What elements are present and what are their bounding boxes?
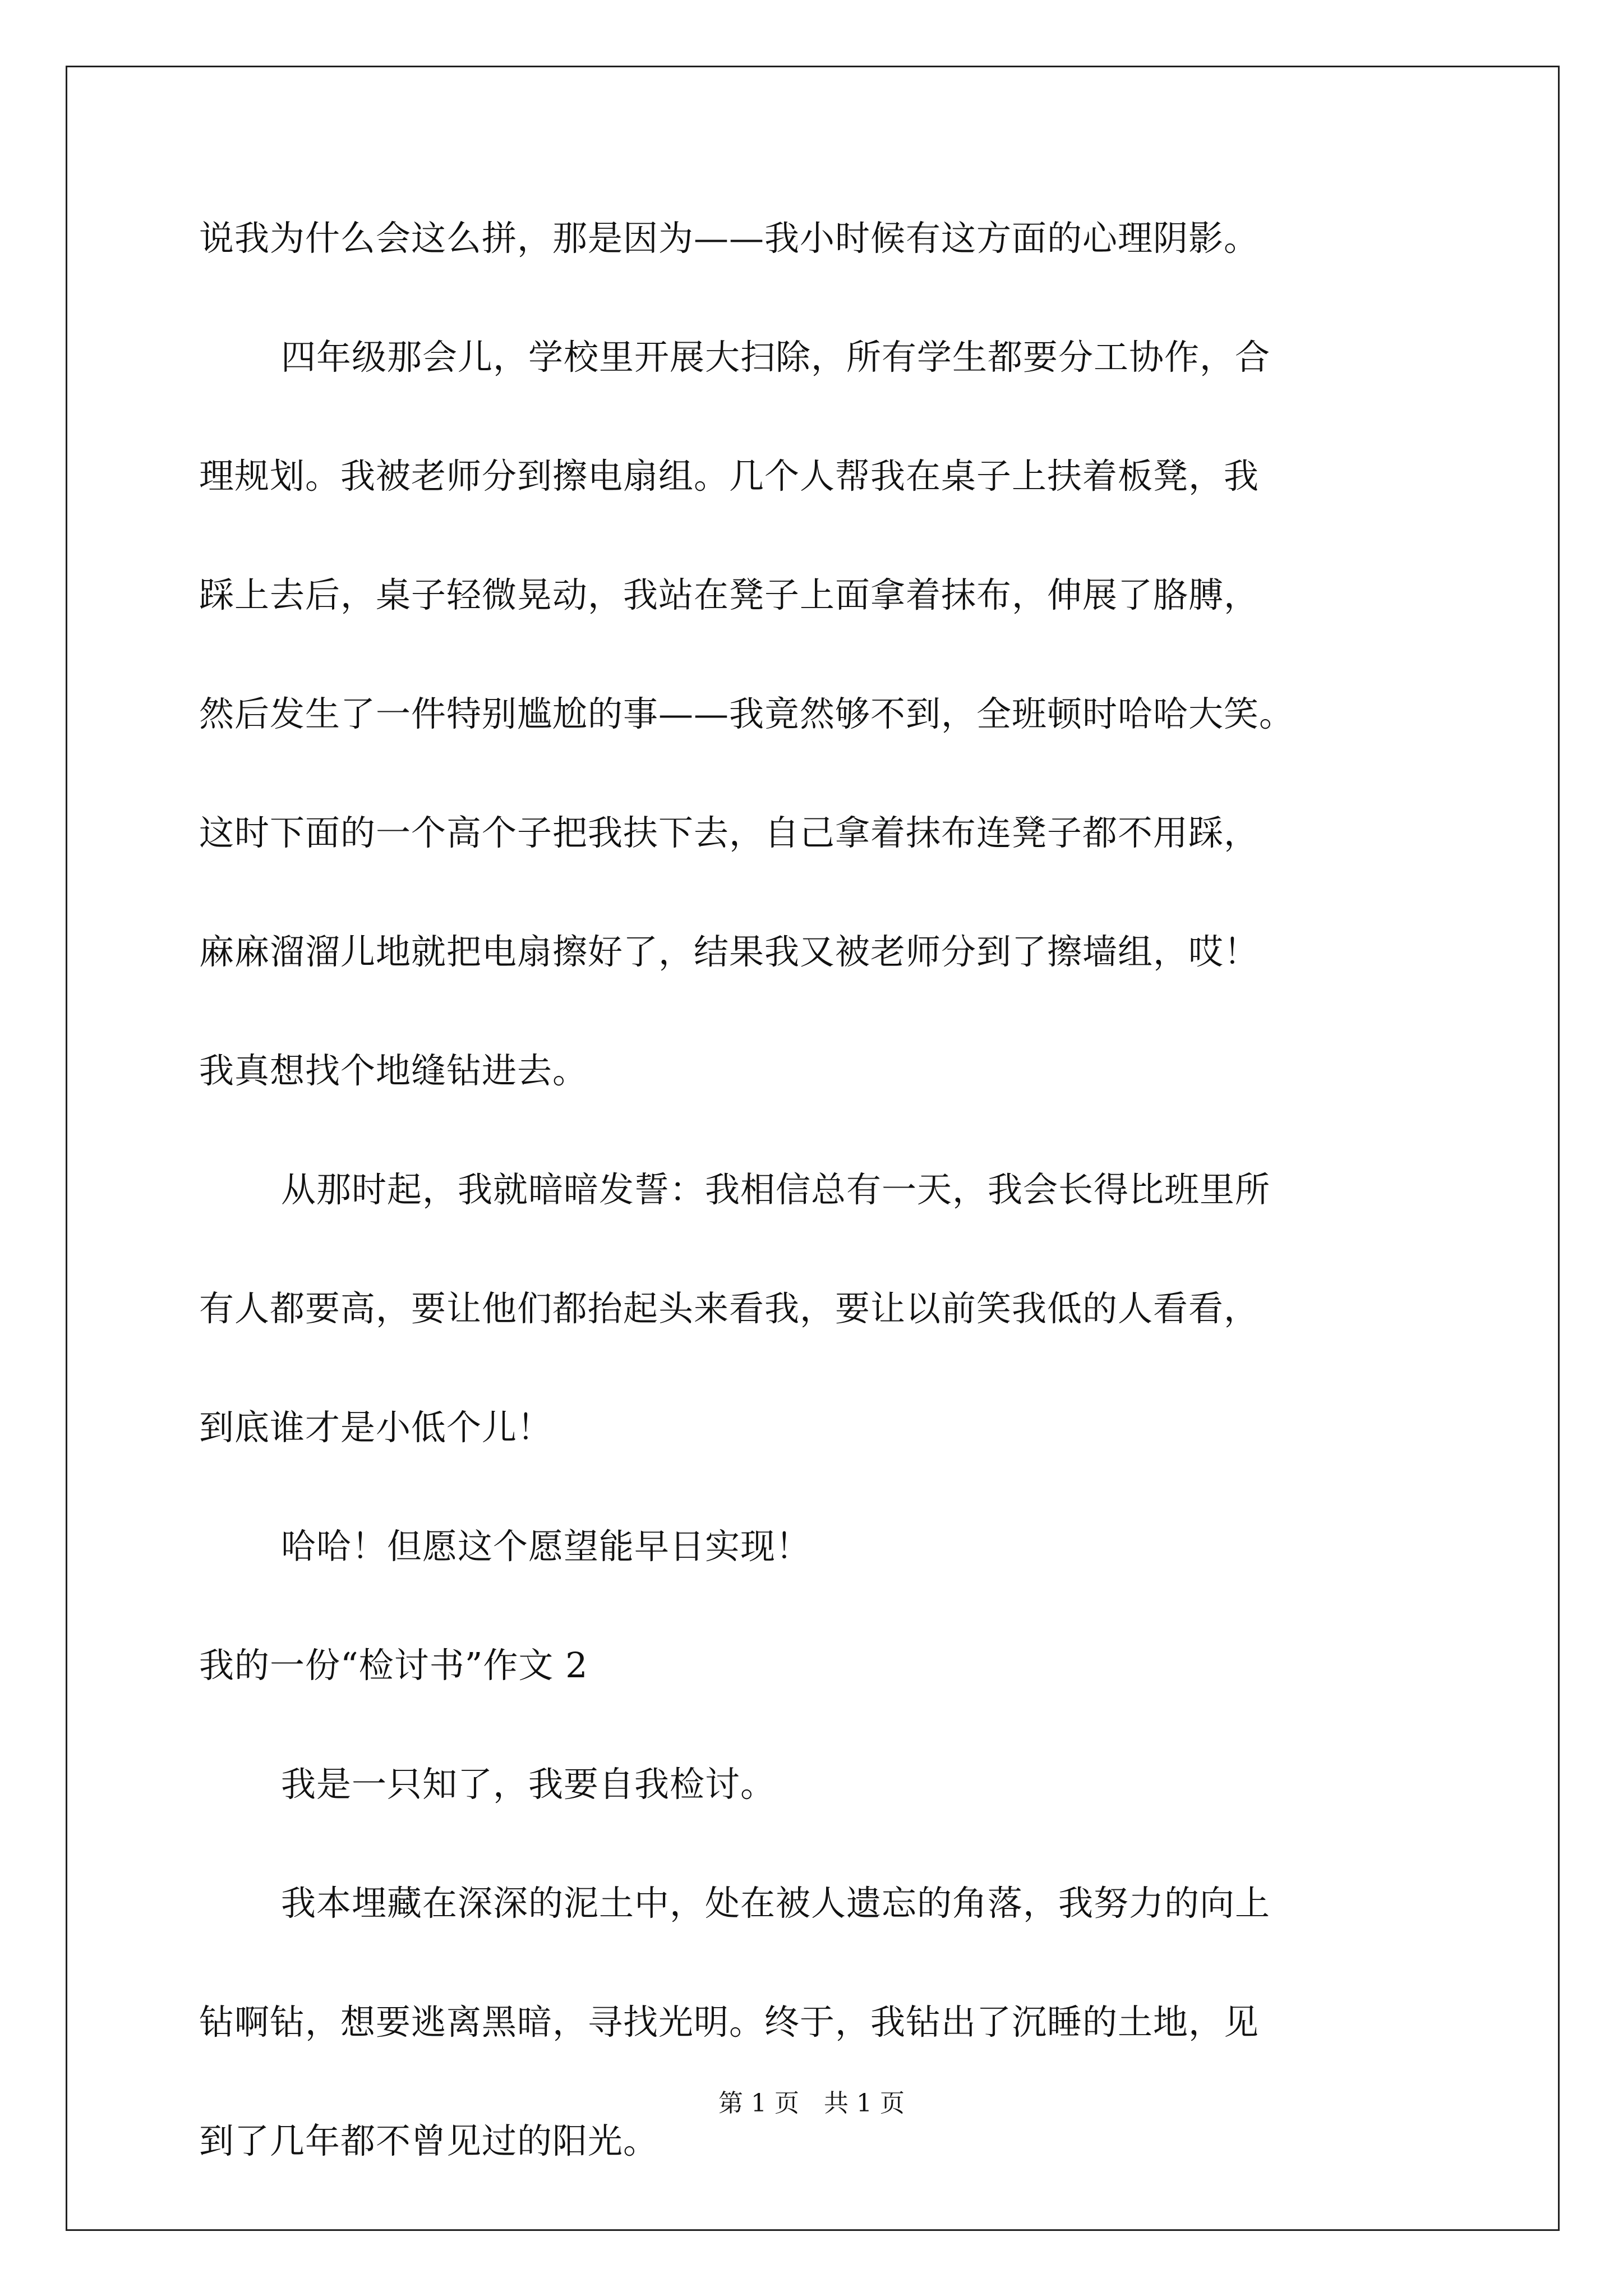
text-line: 我真想找个地缝钻进去。 [199,1050,588,1091]
text-line: 麻麻溜溜儿地就把电扇擦好了，结果我又被老师分到了擦墙组，哎！ [199,931,1260,972]
text-line: 这时下面的一个高个子把我扶下去，自己拿着抹布连凳子都不用踩， [199,812,1260,853]
text-line: 钻啊钻，想要逃离黑暗，寻找光明。终于，我钻出了沉睡的土地，见 [199,2001,1260,2042]
text-line: 有人都要高，要让他们都抬起头来看我，要让以前笑我低的人看看， [199,1288,1260,1329]
text-line: 四年级那会儿，学校里开展大扫除，所有学生都要分工协作，合 [281,337,1271,378]
page-footer: 第 1 页 共 1 页 [718,2089,905,2118]
document-body [199,213,1427,2235]
text-line: 踩上去后，桌子轻微晃动，我站在凳子上面拿着抹布，伸展了胳膊， [199,574,1260,615]
text-line: 然后发生了一件特别尴尬的事——我竟然够不到，全班顿时哈哈大笑。 [199,693,1295,734]
text-line: 到底谁才是小低个儿！ [199,1407,553,1448]
text-line: 理规划。我被老师分到擦电扇组。几个人帮我在桌子上扶着板凳，我 [199,455,1260,496]
text-line: 哈哈！但愿这个愿望能早日实现！ [281,1526,811,1567]
text-line: 到了几年都不曾见过的阳光。 [199,2120,659,2161]
section-heading: 我的一份“检讨书”作文 2 [199,1645,588,1686]
text-line: 我是一只知了，我要自我检讨。 [281,1764,776,1805]
text-line: 我本埋藏在深深的泥土中，处在被人遗忘的角落，我努力的向上 [281,1883,1271,1924]
text-line: 从那时起，我就暗暗发誓：我相信总有一天，我会长得比班里所 [281,1169,1271,1210]
text-line: 说我为什么会这么拼，那是因为——我小时候有这方面的心理阴影。 [199,218,1260,259]
